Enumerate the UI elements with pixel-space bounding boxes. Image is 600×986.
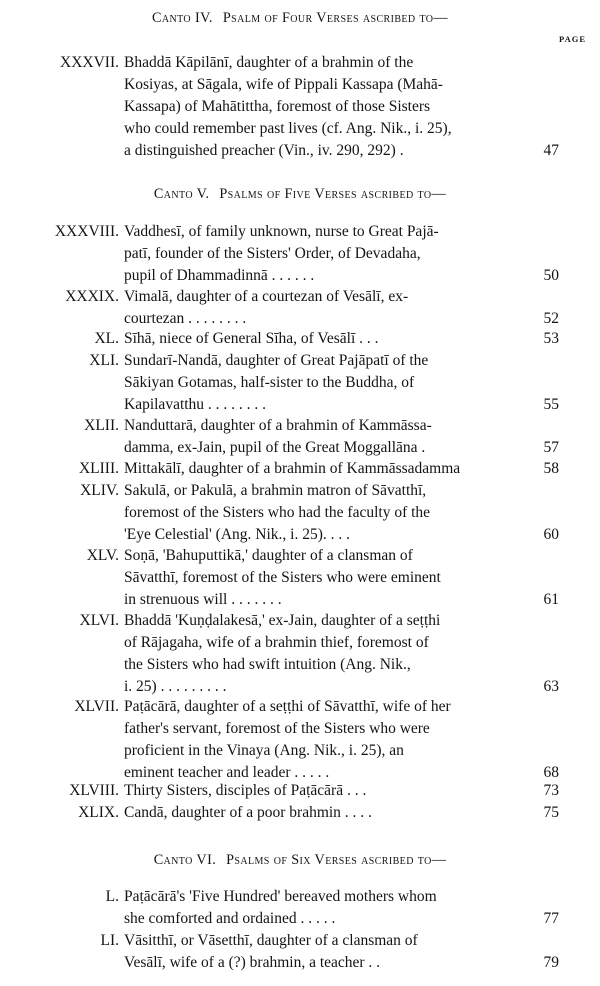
entry-description [124,545,528,611]
entry-line: Nanduttarā, daughter of a brahmin of Kammāssa- [124,417,432,434]
entry-page-number: 73 [543,782,559,799]
entry-line: a distinguished preacher (Vin., iv. 290, 292) . [124,142,404,159]
entry-line: patī, founder of the Sisters' Order, of Devadaha, [124,245,421,262]
entry-line: Candā, daughter of a poor brahmin . . . . [124,804,372,821]
entry-page-number: 61 [543,591,559,608]
canto-label: Canto VI. [153,852,217,868]
entry-page-number: 57 [543,439,559,456]
entry-line: pupil of Dhammadinnā . . . . . . [124,267,315,284]
entry-line: in strenuous will . . . . . . . [124,591,282,608]
entry-numeral: XLII. [84,417,119,434]
entry-page-number: 58 [543,460,559,477]
entry-line: Sīhā, niece of General Sīha, of Vesālī . . . [124,330,379,347]
entry-numeral: XLI. [89,352,119,369]
entry-numeral: L. [105,888,119,905]
canto-heading [0,10,600,27]
entry-description [124,286,528,330]
entry-line: Bhaddā Kāpilānī, daughter of a brahmin of the [124,54,414,71]
entry-line: Sākiyan Gotamas, half-sister to the Buddha, of [124,374,415,391]
entry-page-number: 75 [543,804,559,821]
entry-page-number: 68 [543,764,559,781]
canto-title: Psalm of Four Verses ascribed to— [222,10,449,26]
entry-line: Vimalā, daughter of a courtezan of Vesālī, ex- [124,288,409,305]
entry-description [124,350,528,416]
entry-description [124,480,528,546]
entry-line: Mittakālī, daughter of a brahmin of Kammāssadamma [124,460,461,477]
entry-page-number: 50 [543,267,559,284]
entry-line: i. 25) . . . . . . . . . [124,678,227,695]
entry-line: Sāvatthī, foremost of the Sisters who were eminent [124,569,441,586]
canto-title: Psalms of Five Verses ascribed to— [219,186,447,202]
entry-line: proficient in the Vinaya (Ang. Nik., i. 25), an [124,742,404,759]
entry-line: Kosiyas, at Sāgala, wife of Pippali Kassapa (Mahā- [124,76,443,93]
entry-line: Soṇā, 'Bahuputtikā,' daughter of a clansman of [124,547,413,564]
entry-line: Kapilavatthu . . . . . . . . [124,396,267,413]
entry-line: the Sisters who had swift intuition (Ang. Nik., [124,656,411,673]
entry-page-number: 47 [543,142,559,159]
canto-title: Psalms of Six Verses ascribed to— [226,852,447,868]
entry-numeral: LI. [100,932,119,949]
entry-page-number: 77 [543,910,559,927]
entry-line: of Rājagaha, wife of a brahmin thief, foremost of [124,634,429,651]
entry-page-number: 79 [543,954,559,971]
entry-line: 'Eye Celestial' (Ang. Nik., i. 25). . . . [124,526,350,543]
entry-line: Bhaddā 'Kuṇḍalakesā,' ex-Jain, daughter of a seṭṭhi [124,612,441,629]
entry-line: courtezan . . . . . . . . [124,310,247,327]
entry-description [124,52,528,162]
entry-numeral: XXXVII. [60,54,119,71]
entry-description [124,458,528,480]
page-column-label: PAGE [559,34,586,44]
entry-page-number: 55 [543,396,559,413]
entry-description [124,610,528,698]
entry-description [124,328,528,350]
entry-description [124,930,528,974]
entry-description [124,221,528,287]
canto-heading [0,852,600,869]
entry-page-number: 53 [543,330,559,347]
entry-numeral: XLV. [86,547,119,564]
entry-line: Sundarī-Nandā, daughter of Great Pajāpatī of the [124,352,429,369]
entry-line: Vāsitthī, or Vāsetthī, daughter of a clansman of [124,932,418,949]
entry-line: she comforted and ordained . . . . . [124,910,336,927]
entry-numeral: XLVIII. [69,782,119,799]
entry-numeral: XLIV. [80,482,119,499]
canto-heading [0,186,600,203]
entry-line: damma, ex-Jain, pupil of the Great Moggallāna . [124,439,426,456]
entry-numeral: XL. [94,330,119,347]
canto-label: Canto V. [153,186,210,202]
entry-line: who could remember past lives (cf. Ang. Nik., i. 25), [124,120,452,137]
entry-description [124,696,528,784]
entry-numeral: XXXIX. [65,288,119,305]
entry-page-number: 60 [543,526,559,543]
entry-line: Kassapa) of Mahātittha, foremost of those Sisters [124,98,431,115]
entry-numeral: XXXVIII. [54,223,119,240]
entry-line: father's servant, foremost of the Sisters who were [124,720,430,737]
entry-page-number: 52 [543,310,559,327]
entry-line: Thirty Sisters, disciples of Paṭācārā . . . [124,782,367,799]
entry-line: Paṭācārā, daughter of a seṭṭhi of Sāvatthī, wife of her [124,698,451,715]
entry-numeral: XLIII. [78,460,119,477]
entry-numeral: XLVI. [79,612,119,629]
entry-line: Paṭācārā's 'Five Hundred' bereaved mothers whom [124,888,437,905]
entry-line: foremost of the Sisters who had the faculty of the [124,504,431,521]
entry-page-number: 63 [543,678,559,695]
entry-description [124,886,528,930]
entry-description [124,802,528,824]
entry-line: eminent teacher and leader . . . . . [124,764,330,781]
canto-label: Canto IV. [151,10,213,26]
entry-line: Vaddhesī, of family unknown, nurse to Great Pajā- [124,223,439,240]
entry-description [124,415,528,459]
entry-description [124,780,528,802]
entry-numeral: XLIX. [78,804,119,821]
entry-line: Sakulā, or Pakulā, a brahmin matron of Sāvatthī, [124,482,427,499]
entry-line: Vesālī, wife of a (?) brahmin, a teacher . . [124,954,381,971]
entry-numeral: XLVII. [74,698,119,715]
